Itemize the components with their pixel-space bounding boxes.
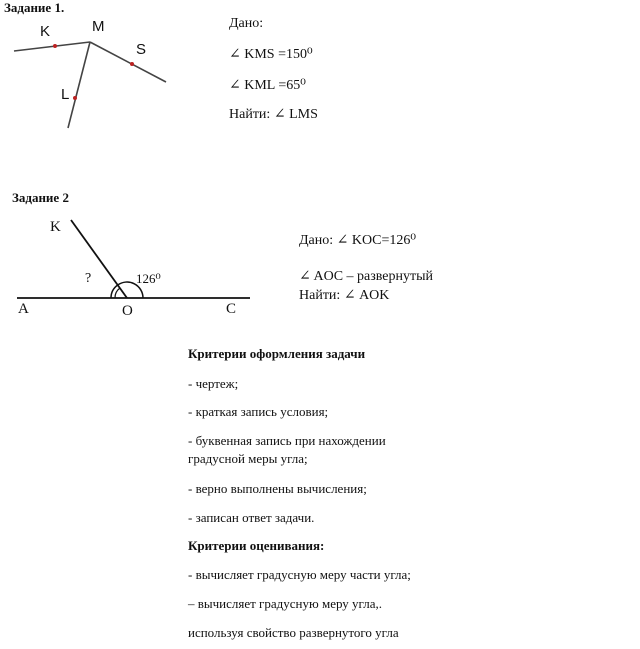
label-o: O <box>122 303 133 319</box>
label-l: L <box>61 86 70 103</box>
angle-symbol: ∠ <box>273 107 286 122</box>
angle-symbol: ∠ <box>336 233 349 248</box>
criteria-design-title: Критерии оформления задачи <box>188 346 366 361</box>
given-koc-value: KOC=126⁰ <box>351 233 416 248</box>
angle-symbol: ∠ <box>299 269 311 284</box>
given-kml-value: KML =65⁰ <box>244 78 306 93</box>
label-k: K <box>40 23 51 40</box>
criteria-design-item: градусной меры угла; <box>188 451 308 466</box>
criteria-eval-title: Критерии оценивания: <box>188 538 325 553</box>
criteria-design-item: - записан ответ задачи. <box>188 510 315 525</box>
label-s: S <box>136 41 147 58</box>
angle-symbol: ∠ <box>229 78 241 93</box>
task2-given-koc <box>299 232 416 249</box>
given-kms-value: KMS =150⁰ <box>244 47 313 62</box>
criteria-design-item: - краткая запись условия; <box>188 404 329 419</box>
task2-title: Задание 2 <box>12 190 69 205</box>
task2-find <box>299 287 389 304</box>
task1-given-title: Дано: <box>229 16 264 31</box>
label-m: M <box>92 18 105 35</box>
angle-symbol: ∠ <box>343 288 356 303</box>
criteria-design-item: - буквенная запись при нахождении <box>188 433 386 448</box>
criteria-design-item: - верно выполнены вычисления; <box>188 481 367 496</box>
given-aoc-value: AOC – развернутый <box>313 269 434 284</box>
label-a: A <box>18 301 29 317</box>
ray-ok <box>71 220 127 298</box>
find-value: LMS <box>289 107 318 122</box>
label-question: ? <box>85 271 92 286</box>
angle-symbol: ∠ <box>229 47 241 62</box>
label-126: 126⁰ <box>136 271 161 286</box>
label-c: C <box>226 301 237 317</box>
find-label: Найти: <box>299 288 341 303</box>
find-label: Найти: <box>229 107 271 122</box>
criteria-eval-item: - вычисляет градусную меру части угла; <box>188 567 411 582</box>
given-prefix: Дано: <box>299 233 334 248</box>
task1-title: Задание 1. <box>4 0 65 15</box>
criteria-eval-item: используя свойство развернутого угла <box>188 625 399 640</box>
find-value: AOK <box>359 288 390 303</box>
task2-given-aoc <box>299 268 433 285</box>
criteria-design-item: - чертеж; <box>188 376 239 391</box>
arc-aok-inner <box>115 288 120 298</box>
criteria-eval-item: – вычисляет градусную меру угла,. <box>188 596 382 611</box>
label-k2: K <box>50 219 61 235</box>
